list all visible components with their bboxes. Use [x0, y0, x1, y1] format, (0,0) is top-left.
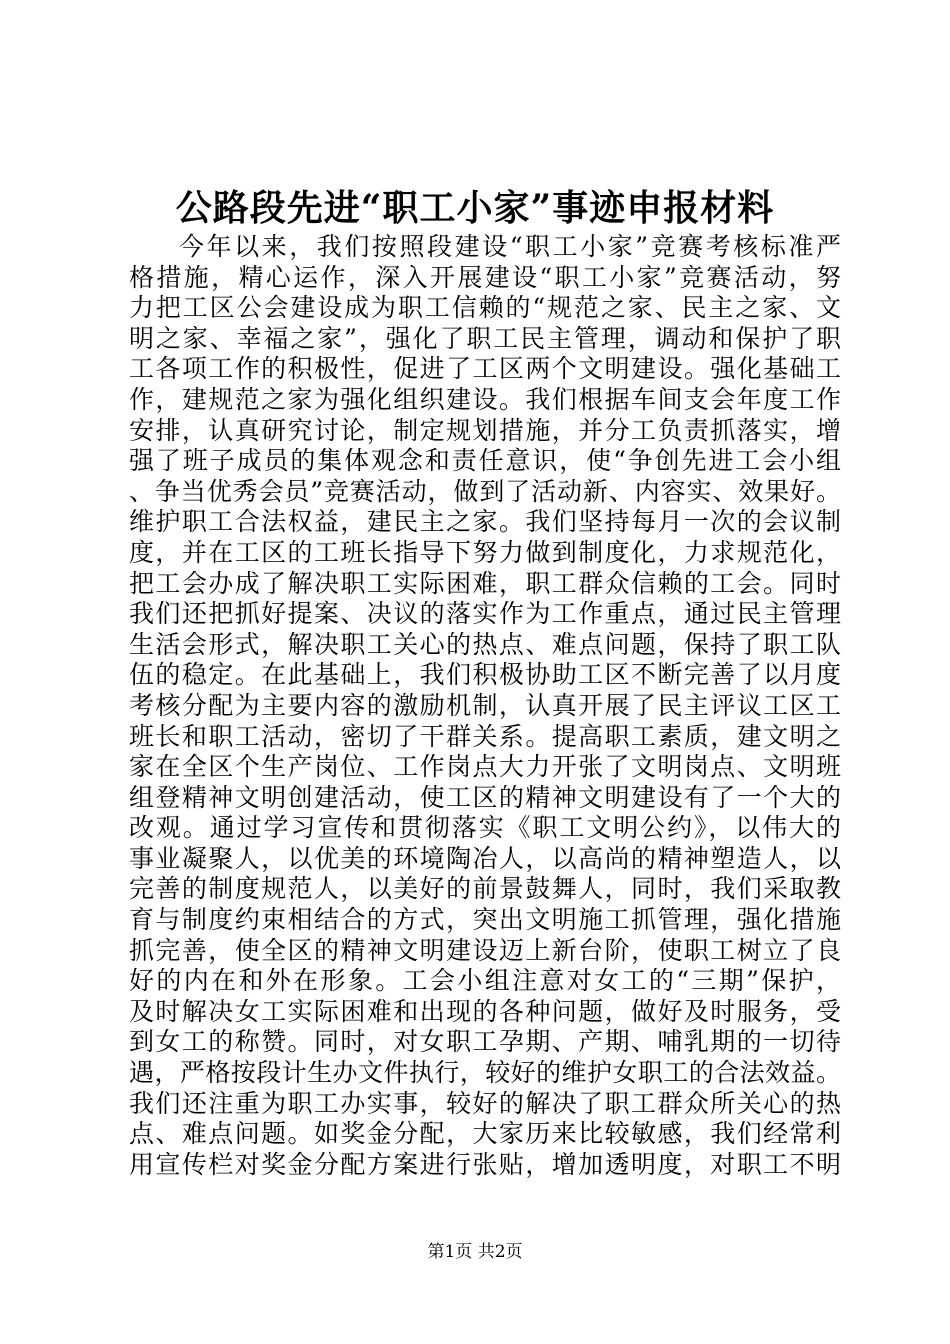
- document-title: 公路段先进“职工小家”事迹申报材料: [175, 187, 775, 229]
- body-text-line: 今年以来，我们按照段建设“职工小家”竞赛考核标准严: [179, 232, 841, 261]
- body-text-line: 格措施，精心运作，深入开展建设“职工小家”竞赛活动，努: [129, 262, 841, 292]
- body-text-line: 考核分配为主要内容的激励机制，认真开展了民主评议工区工: [129, 690, 841, 720]
- body-text-line: 改观。通过学习宣传和贯彻落实《职工文明公约》，以伟大的: [129, 813, 841, 843]
- document-body: [129, 232, 841, 1180]
- body-text-line: 育与制度约束相结合的方式，突出文明施工抓管理，强化措施: [129, 905, 841, 935]
- body-text-line: 工各项工作的积极性，促进了工区两个文明建设。强化基础工: [129, 354, 841, 384]
- body-text-line: 点、难点问题。如奖金分配，大家历来比较敏感，我们经常利: [129, 1119, 841, 1149]
- body-text-line: 家在全区个生产岗位、工作岗点大力开张了文明岗点、文明班: [129, 752, 841, 782]
- body-text-line: 用宣传栏对奖金分配方案进行张贴，增加透明度，对职工不明: [129, 1149, 841, 1179]
- body-text-line: 遇，严格按段计生办文件执行，较好的维护女职工的合法效益。: [129, 1058, 841, 1088]
- body-text-line: 到女工的称赞。同时，对女职工孕期、产期、哺乳期的一切待: [129, 1027, 841, 1057]
- page-number-footer: 第1页 共2页: [427, 1242, 523, 1262]
- body-text-line: 明之家、幸福之家”，强化了职工民主管理，调动和保护了职: [129, 323, 841, 353]
- body-text-line: 班长和职工活动，密切了干群关系。提高职工素质，建文明之: [129, 721, 841, 751]
- body-text-line: 、争当优秀会员”竞赛活动，做到了活动新、内容实、效果好。: [129, 476, 841, 506]
- body-text-line: 作，建规范之家为强化组织建设。我们根据车间支会年度工作: [129, 384, 841, 414]
- body-text-line: 度，并在工区的工班长指导下努力做到制度化，力求规范化，: [129, 537, 841, 567]
- body-text-line: 强了班子成员的集体观念和责任意识，使“争创先进工会小组: [129, 446, 841, 476]
- body-text-line: 组登精神文明创建活动，使工区的精神文明建设有了一个大的: [129, 782, 841, 812]
- body-text-line: 把工会办成了解决职工实际困难，职工群众信赖的工会。同时: [129, 568, 841, 598]
- body-text-line: 生活会形式，解决职工关心的热点、难点问题，保持了职工队: [129, 629, 841, 659]
- body-text-line: 及时解决女工实际困难和出现的各种问题，做好及时服务，受: [129, 996, 841, 1026]
- body-text-line: 我们还把抓好提案、决议的落实作为工作重点，通过民主管理: [129, 599, 841, 629]
- body-text-line: 力把工区公会建设成为职工信赖的“规范之家、民主之家、文: [129, 293, 841, 323]
- body-text-line: 安排，认真研究讨论，制定规划措施，并分工负责抓落实，增: [129, 415, 841, 445]
- body-text-line: 好的内在和外在形象。工会小组注意对女工的“三期”保护，: [129, 966, 841, 996]
- body-text-line: 维护职工合法权益，建民主之家。我们坚持每月一次的会议制: [129, 507, 841, 537]
- body-text-line: 我们还注重为职工办实事，较好的解决了职工群众所关心的热: [129, 1088, 841, 1118]
- body-text-line: 抓完善，使全区的精神文明建设迈上新台阶，使职工树立了良: [129, 935, 841, 965]
- body-text-line: 事业凝聚人，以优美的环境陶冶人，以高尚的精神塑造人，以: [129, 843, 841, 873]
- body-text-line: 完善的制度规范人，以美好的前景鼓舞人，同时，我们采取教: [129, 874, 841, 904]
- body-text-line: 伍的稳定。在此基础上，我们积极协助工区不断完善了以月度: [129, 660, 841, 690]
